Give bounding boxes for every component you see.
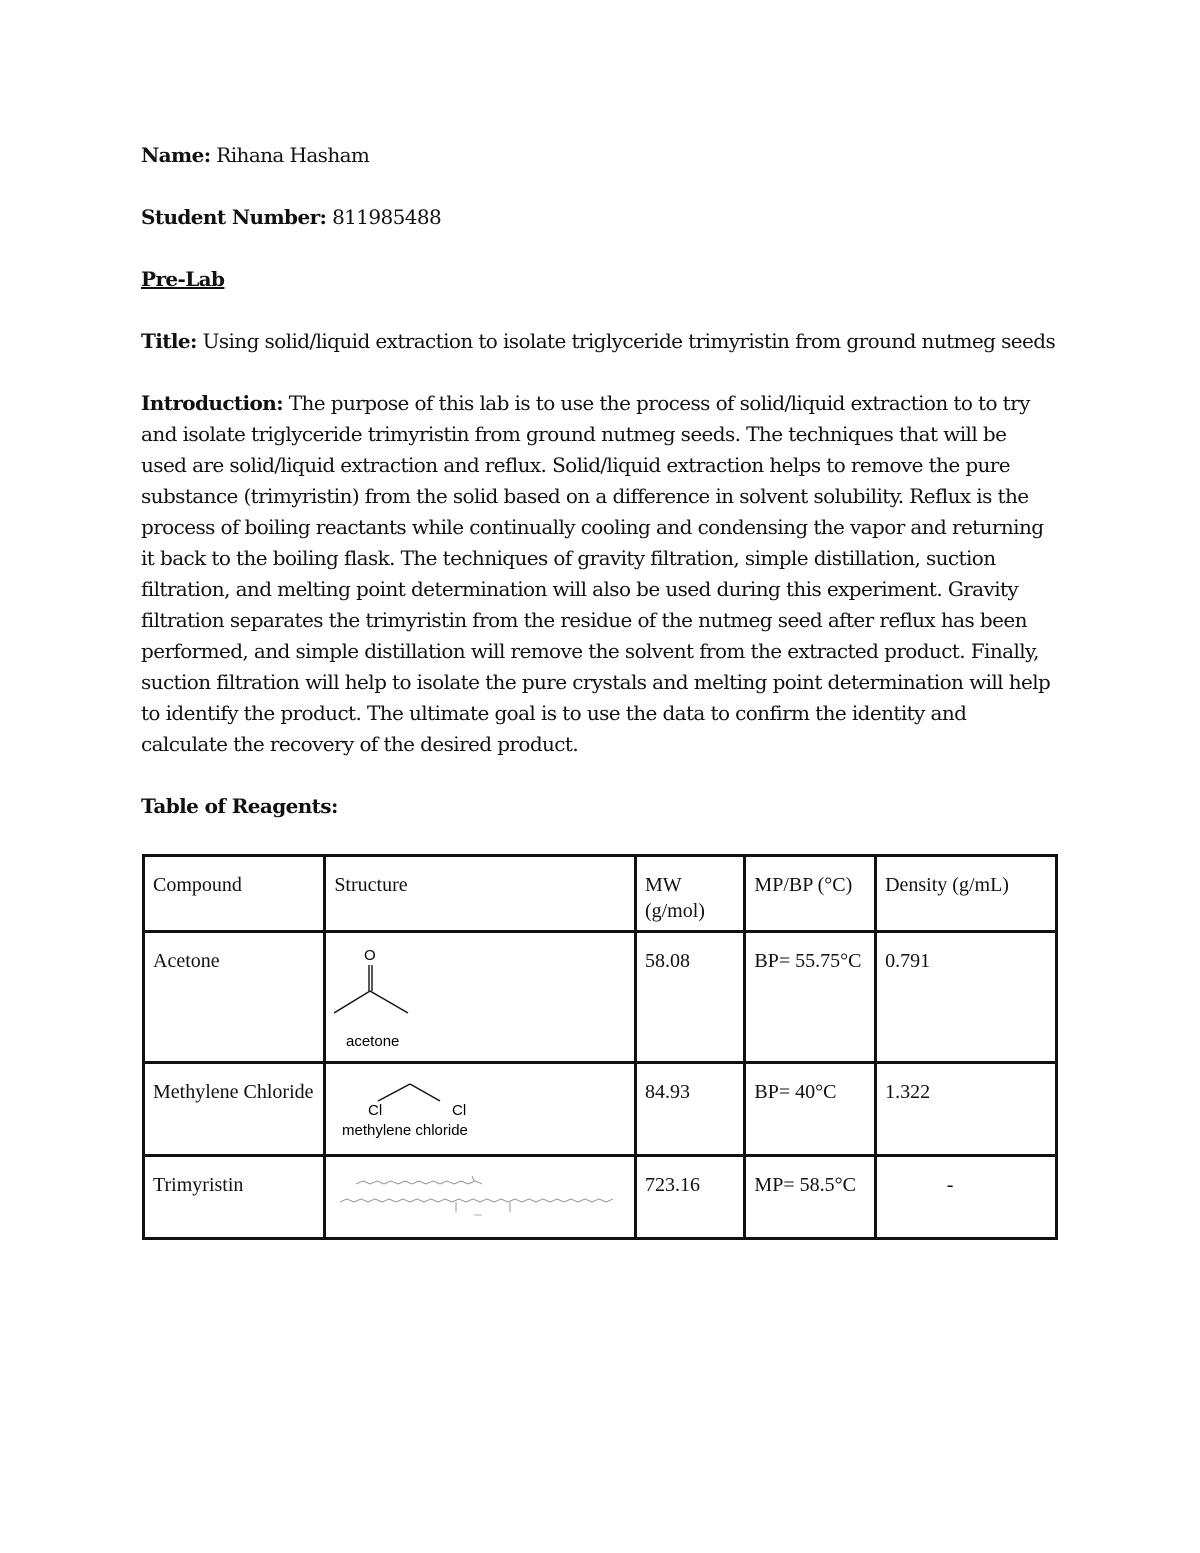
table-row	[144, 1156, 1057, 1239]
header-mw: MW (g/mol)	[635, 856, 744, 932]
methyl-bond-right	[370, 991, 408, 1013]
trimyristin-structure-image	[334, 1172, 619, 1224]
mpbp-cell: BP= 55.75°C	[745, 932, 876, 1063]
table-row	[144, 932, 1057, 1063]
title-line	[141, 326, 1061, 357]
chlorine-atom-left: Cl	[368, 1102, 383, 1119]
c-cl-bond-right	[410, 1084, 440, 1101]
student-number-value: 811985488	[332, 205, 442, 229]
mpbp-cell: MP= 58.5°C	[745, 1156, 876, 1239]
acetone-caption: acetone	[346, 1033, 400, 1050]
chlorine-atom-right: Cl	[452, 1102, 467, 1119]
introduction-paragraph	[141, 388, 1056, 760]
reagents-table	[142, 854, 1058, 1240]
methylene-chloride-caption: methylene chloride	[342, 1122, 469, 1139]
student-number-line	[141, 202, 1061, 233]
name-value: Rihana Hasham	[216, 143, 370, 167]
density-cell: 1.322	[876, 1063, 1057, 1156]
acetone-structure-image	[334, 948, 444, 1052]
oxygen-atom-label: O	[364, 948, 376, 964]
c-cl-bond-left	[378, 1084, 410, 1101]
methylene-chloride-structure-image	[334, 1079, 494, 1141]
mw-cell: 58.08	[635, 932, 744, 1063]
header-compound: Compound	[144, 856, 325, 932]
title-value: Using solid/liquid extraction to isolate triglyceride trimyristin from ground nutmeg seeds	[202, 329, 1056, 353]
name-label: Name:	[141, 143, 211, 167]
compound-cell: Trimyristin	[144, 1156, 325, 1239]
header-density: Density (g/mL)	[876, 856, 1057, 932]
density-cell: 0.791	[876, 932, 1057, 1063]
methyl-bond-left	[334, 991, 370, 1013]
title-label: Title:	[141, 329, 197, 353]
reagents-heading-line	[141, 791, 1061, 822]
mw-cell: 723.16	[635, 1156, 744, 1239]
document-page	[141, 140, 1061, 822]
student-number-label: Student Number:	[141, 205, 327, 229]
table-header-row	[144, 856, 1057, 932]
compound-cell: Acetone	[144, 932, 325, 1063]
carbonyl-mark-top	[472, 1176, 474, 1181]
header-mpbp: MP/BP (°C)	[745, 856, 876, 932]
mw-cell: 84.93	[635, 1063, 744, 1156]
structure-cell	[325, 1063, 636, 1156]
mpbp-cell: BP= 40°C	[745, 1063, 876, 1156]
header-structure: Structure	[325, 856, 636, 932]
introduction-label: Introduction:	[141, 391, 284, 415]
section-heading-line	[141, 264, 1061, 295]
acyl-chain-top	[356, 1181, 482, 1184]
compound-cell: Methylene Chloride	[144, 1063, 325, 1156]
table-row	[144, 1063, 1057, 1156]
section-heading: Pre-Lab	[141, 267, 225, 291]
structure-cell	[325, 932, 636, 1063]
introduction-text: The purpose of this lab is to use the process of solid/liquid extraction to to try and isolate triglyceride trimyristin from ground nutmeg seeds. The techniques that will be used are solid/liquid extraction and reflux. Solid/liquid extraction helps to remove the pure substance (trimyristin) from the solid based on a difference in solvent solubility. Reflux is the process of boiling reactants while continually cooling and condensing the vapor and returning it back to the boiling flask. The techniques of gravity filtration, simple distillation, suction filtration, and melting point determination will also be used during this experiment. Gravity filtration separates the trimyristin from the residue of the nutmeg seed after reflux has been performed, and simple distillation will remove the solvent from the extracted product. Finally, suction filtration will help to isolate the pure crystals and melting point determination will help to identify the product. The ultimate goal is to use the data to confirm the identity and calculate the recovery of the desired product.	[141, 391, 1051, 756]
structure-cell	[325, 1156, 636, 1239]
name-line	[141, 140, 1061, 171]
density-cell: -	[876, 1156, 1057, 1239]
acyl-chains-bottom	[340, 1199, 613, 1202]
reagents-heading: Table of Reagents:	[141, 794, 338, 818]
